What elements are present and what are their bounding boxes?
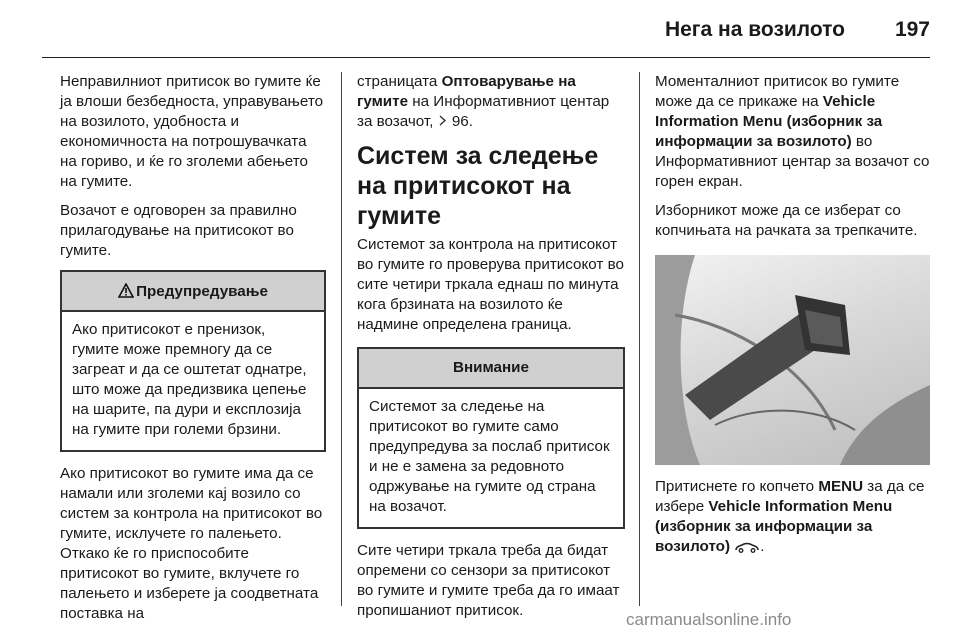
warning-triangle-icon xyxy=(118,272,134,310)
watermark: carmanualsonline.info xyxy=(626,610,792,629)
bold-text: Vehicle Information Menu (изборник за информации за возилото) xyxy=(655,93,883,150)
paragraph: Ако притисокот во гумите има да се намали или зголеми кај возило со систем за контрола на притисокот во гумите, исклучете го палењето. Откако ќе го приспособите притисокот во гумите, вклучете го палењето и изберете ја соодветната поставка на xyxy=(60,465,323,622)
bold-text: Vehicle Information Menu (изборник за информации за возилото) xyxy=(655,498,893,555)
warning-text: Ако притисокот е пренизок, гумите може премногу да се загреат и да се оштетат однатре, што може да предизвика цепење на шарите, па дури и експлозија на гумите при големи брзини. xyxy=(72,321,307,438)
text-run: . xyxy=(760,538,765,555)
paragraph: Системот за контрола на притисокот во гумите го проверува притисокот во сите четири тркала еднаш по минута кога брзината на возилото ќе надмине определена граница. xyxy=(357,236,624,333)
page-header-title: Нега на возилото xyxy=(664,18,845,41)
column-divider-1 xyxy=(341,72,342,606)
car-symbol-icon xyxy=(734,539,760,559)
notice-box-header: Внимание xyxy=(359,349,623,389)
text-run: за да се избере xyxy=(655,478,925,515)
bold-text: Оптоварување на гумите xyxy=(357,73,576,110)
text-run: Моменталниот притисок во гумите може да се прикаже на xyxy=(655,73,900,110)
paragraph xyxy=(655,477,930,559)
paragraph xyxy=(655,72,930,192)
paragraph: Неправилниот притисок во гумите ќе ја влоши безбедноста, управувањето на возилото, удобноста и економичноста на потрошувачката на гориво, и ќе го зголеми абењето на гумите. xyxy=(60,73,324,190)
page-reference[interactable]: 96. xyxy=(451,113,473,130)
text-run: во Информативниот центар за возачот со горен екран. xyxy=(655,133,930,190)
warning-title: Предупредување xyxy=(136,283,268,300)
column-3 xyxy=(655,72,930,568)
text-run: Притиснете го копчето xyxy=(655,478,819,495)
paragraph: Сите четири тркала треба да бидат опремени со сензори за притисокот во гумите и гумите треба да го имаат пропишаниот притисок. xyxy=(357,542,620,619)
page-number: 197 xyxy=(894,18,930,41)
notice-box xyxy=(357,347,625,529)
paragraph xyxy=(357,72,625,132)
column-1 xyxy=(60,72,326,633)
turn-signal-lever-photo xyxy=(655,255,930,465)
notice-text: Системот за следење на притисокот во гумите само предупредува за послаб притисок и не е замена за редовното одржување на гумите од страна на возачот. xyxy=(369,398,610,515)
warning-box xyxy=(60,270,326,452)
page-reference-arrow-icon[interactable] xyxy=(438,112,448,132)
header-rule xyxy=(42,57,930,58)
paragraph: Изборникот може да се изберат со копчињата на рачката за трепкачите. xyxy=(655,202,918,239)
column-2 xyxy=(357,72,625,630)
paragraph: Возачот е одговорен за правилно прилагодување на притисокот во гумите. xyxy=(60,202,297,259)
section-title: Систем за следење на притисокот на гумите xyxy=(357,142,599,230)
text-run: страницата xyxy=(357,73,442,90)
column-divider-2 xyxy=(639,72,640,606)
text-run: на Информативниот центар за возачот, xyxy=(357,93,610,130)
menu-button-label: MENU xyxy=(818,478,864,495)
warning-box-header xyxy=(62,272,324,312)
